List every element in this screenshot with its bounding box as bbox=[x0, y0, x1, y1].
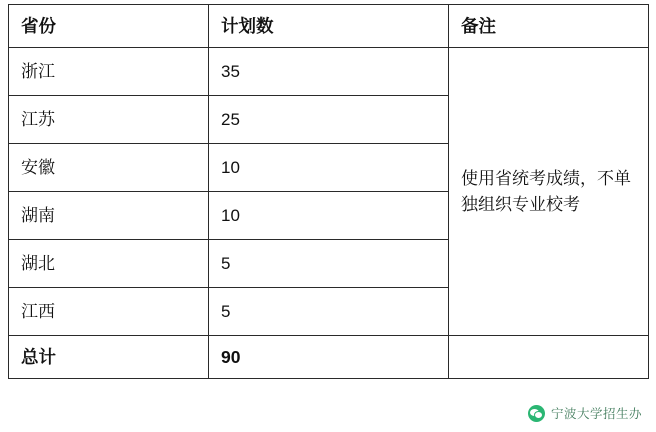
cell-total-plan: 90 bbox=[209, 336, 449, 379]
table-row bbox=[9, 48, 649, 96]
cell-plan: 25 bbox=[209, 96, 449, 144]
table-total-row bbox=[9, 336, 649, 379]
cell-note: 使用省统考成绩，不单独组织专业校考 bbox=[449, 48, 649, 336]
enrollment-plan-table bbox=[8, 4, 649, 379]
column-header-plan: 计划数 bbox=[209, 5, 449, 48]
cell-province: 浙江 bbox=[9, 48, 209, 96]
wechat-icon bbox=[528, 405, 545, 422]
cell-plan: 35 bbox=[209, 48, 449, 96]
cell-province: 湖北 bbox=[9, 240, 209, 288]
source-badge bbox=[528, 404, 642, 422]
cell-total-label: 总计 bbox=[9, 336, 209, 379]
column-header-province: 省份 bbox=[9, 5, 209, 48]
cell-plan: 5 bbox=[209, 240, 449, 288]
cell-plan: 10 bbox=[209, 144, 449, 192]
cell-plan: 5 bbox=[209, 288, 449, 336]
cell-province: 安徽 bbox=[9, 144, 209, 192]
source-badge-label: 宁波大学招生办 bbox=[550, 407, 642, 421]
cell-province: 湖南 bbox=[9, 192, 209, 240]
cell-plan: 10 bbox=[209, 192, 449, 240]
cell-total-note bbox=[449, 336, 649, 379]
cell-province: 江苏 bbox=[9, 96, 209, 144]
plan-table-container bbox=[8, 4, 648, 379]
table-header-row bbox=[9, 5, 649, 48]
cell-province: 江西 bbox=[9, 288, 209, 336]
column-header-note: 备注 bbox=[449, 5, 649, 48]
